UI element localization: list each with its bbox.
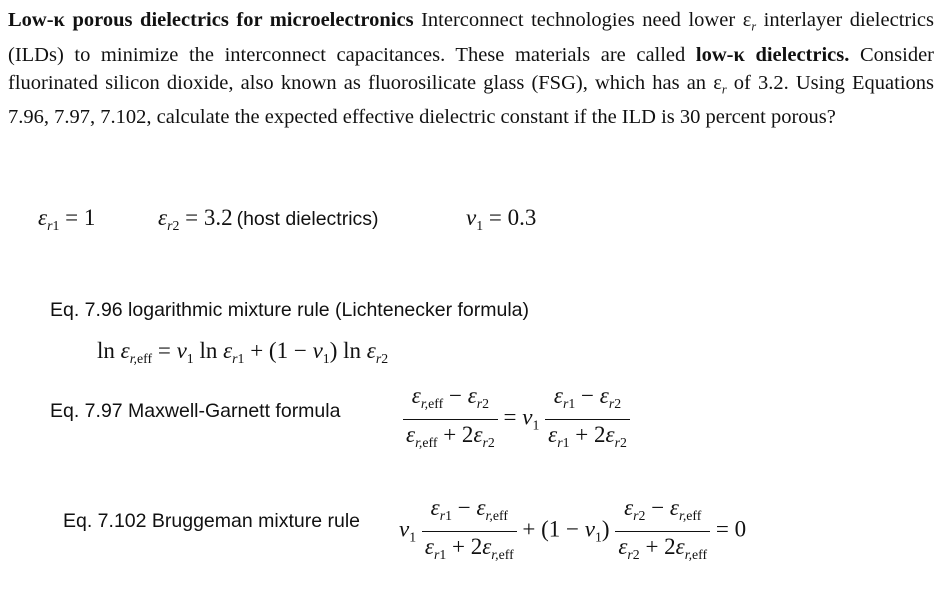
er2-note: (host dielectrics) (236, 208, 379, 230)
eq797-formula: $\frac{\varepsilon_{r,eff} - \varepsilon_{r2}}{\varepsilon_{r,eff} + 2\varepsilon_{r2}}$ = $v_1$ $\frac{\varepsilon_{r1} - \varepsilon_{r2}}{\varepsilon_{r1} + 2\varepsilon_{r2}}$ (403, 381, 630, 458)
er2-value: 3.2 (203, 205, 233, 230)
problem-title: Low-κ porous dielectrics for microelectronics (8, 9, 414, 31)
subscript-r: r (751, 19, 757, 34)
problem-text-3: Consider fluorinated silicon dioxide, also known as fluorosilicate glass (FSG), which has an ε (8, 43, 934, 94)
given-er2: $\varepsilon_{r2} = 3.2$ (host dielectrics) (158, 205, 379, 233)
problem-text-2: interlayer dielectrics (ILDs) to minimize the interconnect capacitances. These materials are called (8, 9, 934, 66)
eq7102-label: Eq. 7.102 Bruggeman mixture rule (63, 510, 360, 532)
given-v1: $v_1 = 0.3$ (466, 205, 537, 233)
subscript-r-2: r (721, 82, 727, 97)
eq7102-formula: $v_1$ $\frac{\varepsilon_{r1} - \varepsilon_{r,eff}}{\varepsilon_{r1} + 2\varepsilon_{r,eff}}$ + $(1 - v_1)$ $\frac{\varepsilon_{r2} - \varepsilon_{r,eff}}{\varepsilon_{r2} + 2\varepsilon_{r,eff}}$ = 0 (399, 495, 747, 562)
v1-value: 0.3 (507, 205, 537, 230)
er1-value: 1 (83, 205, 96, 230)
eq796-formula: $\ln \varepsilon_{r,eff} = v_1$ $\ln \varepsilon_{r1} + (1 - v_1)$ $\ln \varepsilon_{r2}$ (97, 338, 389, 366)
given-er1: $\varepsilon_{r1} = 1$ (38, 205, 96, 233)
eq796-label: Eq. 7.96 logarithmic mixture rule (Lichtenecker formula) (50, 299, 530, 321)
problem-text-1: Interconnect technologies need lower ε (413, 9, 752, 31)
eq797-label: Eq. 7.97 Maxwell-Garnett formula (50, 400, 341, 422)
problem-text-4: of 3.2. Using Equations 7.96, 7.97, 7.102, calculate the expected effective dielectric constant if the ILD is 30 percent porous? (8, 71, 934, 129)
problem-statement (8, 6, 934, 132)
bold-term: low-κ dielectrics. (695, 43, 850, 66)
